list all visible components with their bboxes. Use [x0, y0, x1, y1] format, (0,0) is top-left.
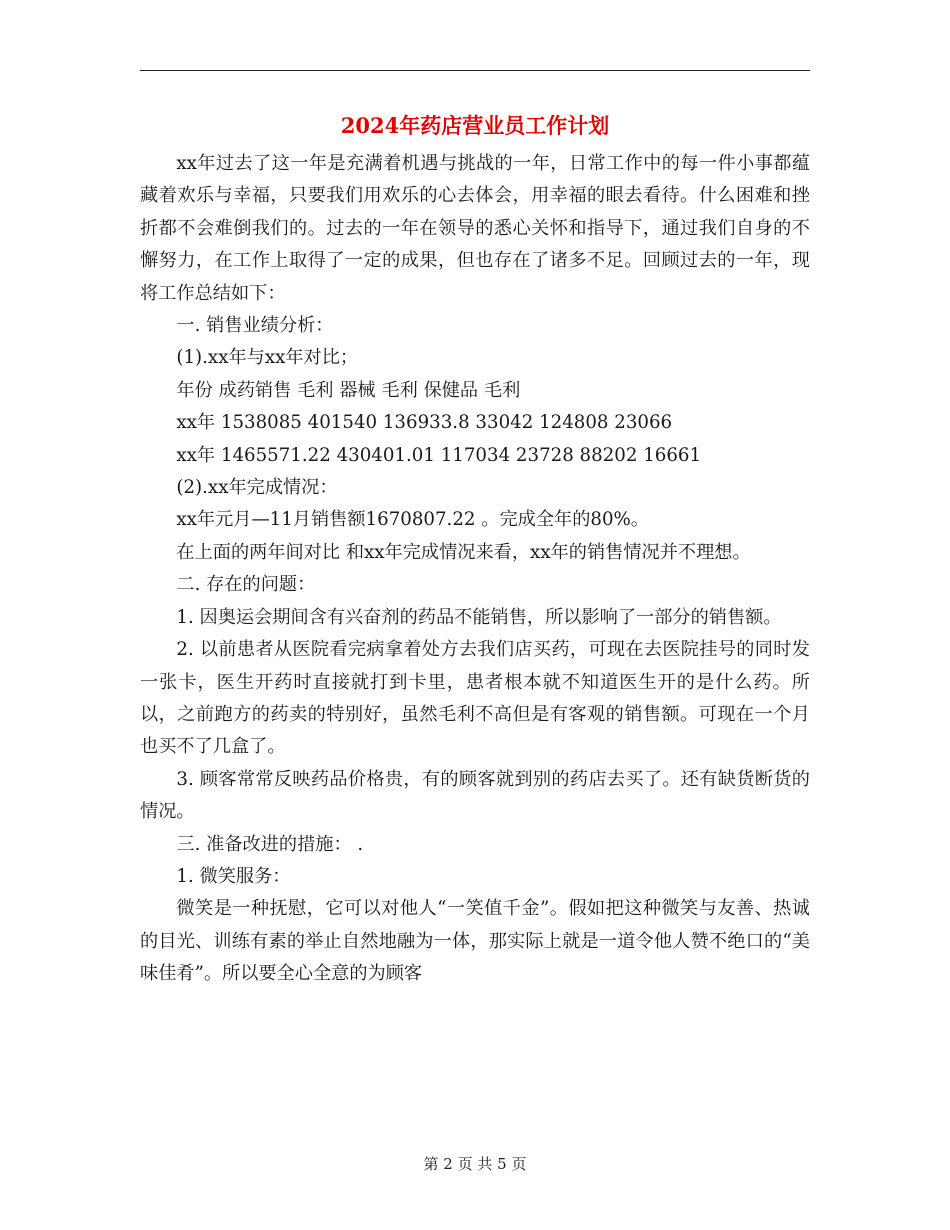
header-rule	[140, 70, 810, 71]
document-title: 2024年药店营业员工作计划	[340, 113, 610, 138]
section-heading-improvements: 三. 准备改进的措施： .	[176, 833, 364, 855]
table-header-line: 年份 成药销售 毛利 器械 毛利 保健品 毛利	[176, 379, 521, 401]
subheading-year-comparison: (1).xx年与xx年对比；	[176, 347, 359, 369]
paragraph-comparison-conclusion: 在上面的两年间对比 和xx年完成情况来看，xx年的销售情况并不理想。	[176, 541, 751, 563]
page-number-footer: 第 2 页 共 5 页	[423, 1155, 527, 1173]
table-row-line: xx年 1538085 401540 136933.8 33042 124808 23066	[176, 412, 673, 434]
section-heading-sales-analysis: 一. 销售业绩分析：	[176, 315, 334, 337]
paragraph-smile-service: 微笑是一种抚慰，它可以对他人“一笑值千金”。假如把这种微笑与友善、热诚的目光、训练有素的举止自然地融为一体，那实际上就是一道令他人赞不绝口的“美味佳肴”。所以要全心全意的为顾客	[140, 898, 810, 985]
paragraph-problem-1: 1. 因奥运会期间含有兴奋剂的药品不能销售，所以影响了一部分的销售额。	[176, 606, 782, 628]
subheading-smile-service: 1. 微笑服务：	[176, 865, 291, 887]
document-body	[140, 148, 810, 991]
paragraph-completion: xx年元月—11月销售额1670807.22 。完成全年的80%。	[176, 509, 649, 531]
table-row-line: xx年 1465571.22 430401.01 117034 23728 88202 16661	[176, 444, 702, 466]
section-heading-problems: 二. 存在的问题：	[176, 574, 316, 596]
paragraph-problem-3: 3. 顾客常常反映药品价格贵，有的顾客就到别的药店去买了。还有缺货断货的情况。	[140, 768, 810, 823]
paragraph-intro: xx年过去了这一年是充满着机遇与挑战的一年，日常工作中的每一件小事都蕴藏着欢乐与幸福，只要我们用欢乐的心去体会，用幸福的眼去看待。什么困难和挫折都不会难倒我们的。过去的一年在领导的悉心关怀和指导下，通过我们自身的不懈努力，在工作上取得了一定的成果，但也存在了诸多不足。回顾过去的一年，现将工作总结如下：	[140, 153, 810, 304]
subheading-completion: (2).xx年完成情况：	[176, 477, 338, 499]
paragraph-problem-2: 2. 以前患者从医院看完病拿着处方去我们店买药，可现在去医院挂号的同时发一张卡，医生开药时直接就打到卡里，患者根本就不知道医生开的是什么药。所以，之前跑方的药卖的特别好，虽然毛利不高但是有客观的销售额。可现在一个月也买不了几盒了。	[140, 639, 810, 758]
